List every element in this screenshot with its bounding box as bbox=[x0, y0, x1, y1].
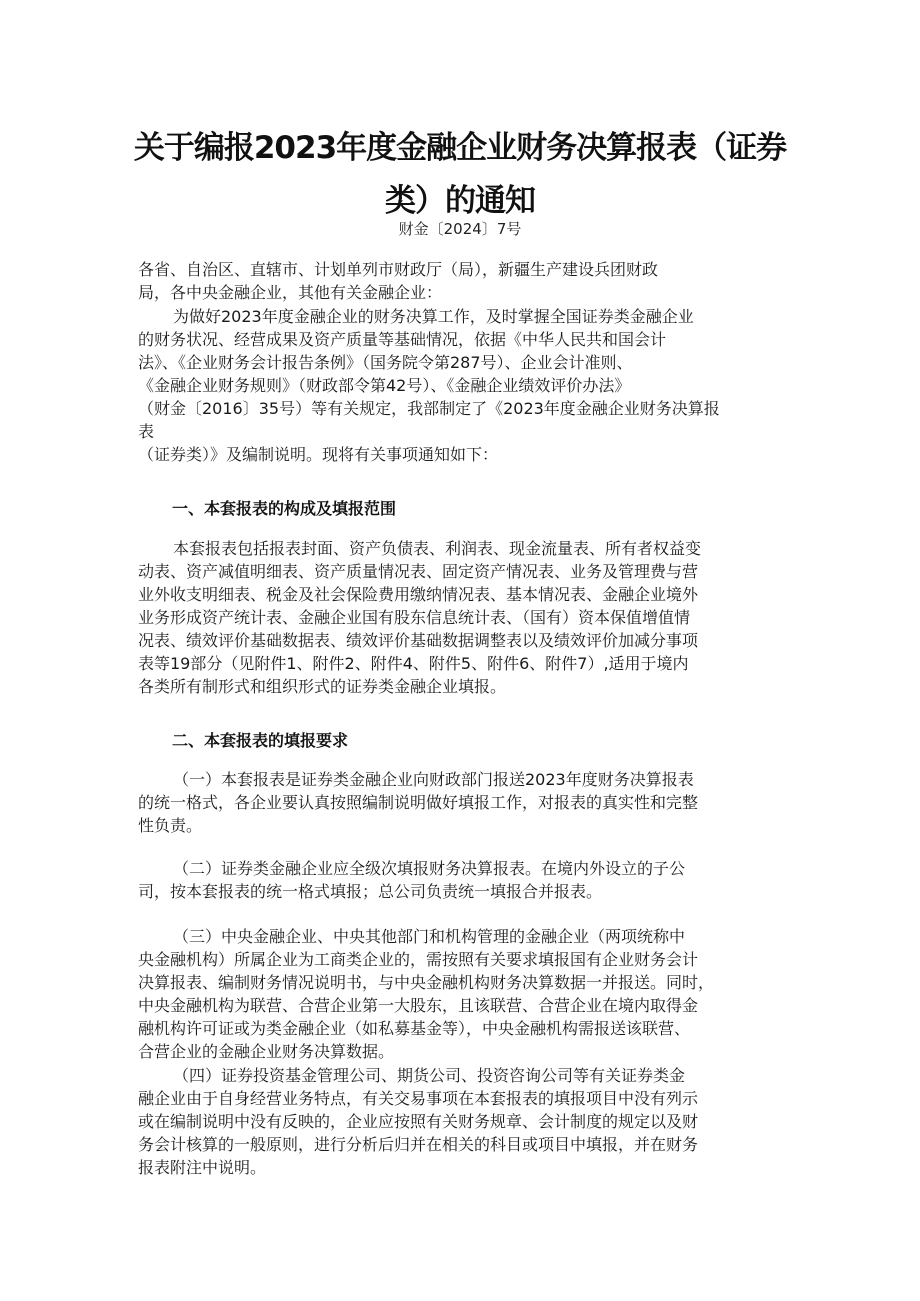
item-4-line: 融企业由于自身经营业务特点，有关交易事项在本套报表的填报项目中没有列示 bbox=[138, 1089, 699, 1108]
section-1-body bbox=[138, 537, 794, 698]
intro-line: 法》、《企业财务会计报告条例》（国务院令第287号）、企业会计准则、 bbox=[138, 353, 633, 372]
section-1-line: 表等19部分（见附件1、附件2、附件4、附件5、附件6、附件7）,适用于境内 bbox=[138, 654, 689, 673]
item-3-line: 中央金融机构为联营、合营企业第一大股东，且该联营、合营企业在境内取得金 bbox=[138, 996, 699, 1015]
item-1-line: （一）本套报表是证券类金融企业向财政部门报送2023年度财务决算报表 bbox=[173, 770, 694, 789]
item-3-line: （三）中央金融企业、中央其他部门和机构管理的金融企业（两项统称中 bbox=[173, 927, 686, 946]
section-1-line: 业务形成资产统计表、金融企业国有股东信息统计表、（国有）资本保值增值情 bbox=[138, 608, 691, 627]
salutation bbox=[138, 258, 794, 304]
intro-line: 表 bbox=[138, 422, 155, 441]
intro-line: 《金融企业财务规则》（财政部令第42号）、《金融企业绩效评价办法》 bbox=[138, 376, 631, 395]
item-4-line: 报表附注中说明。 bbox=[138, 1158, 267, 1177]
section-1-line: 况表、绩效评价基础数据表、绩效评价基础数据调整表以及绩效评价加减分事项 bbox=[138, 631, 699, 650]
section-1-line: 本套报表包括报表封面、资产负债表、利润表、现金流量表、所有者权益变 bbox=[173, 539, 702, 558]
document-title-line-2: 类）的通知 bbox=[385, 183, 535, 219]
item-4-line: （四）证券投资基金管理公司、期货公司、投资咨询公司等有关证券类金 bbox=[173, 1066, 686, 1085]
section-2-item-1 bbox=[138, 768, 794, 837]
document-number: 财金〔2024〕7号 bbox=[398, 220, 522, 238]
item-1-line: 的统一格式，各企业要认真按照编制说明做好填报工作，对报表的真实性和完整 bbox=[138, 793, 699, 812]
intro-line: 的财务状况、经营成果及资产质量等基础情况，依据《中华人民共和国会计 bbox=[138, 330, 667, 349]
item-2-line: （二）证券类金融企业应全级次填报财务决算报表。在境内外设立的子公 bbox=[173, 859, 686, 878]
salutation-line: 各省、自治区、直辖市、计划单列市财政厅（局），新疆生产建设兵团财政 bbox=[138, 260, 659, 279]
intro-line: （证券类）》及编制说明。现将有关事项通知如下： bbox=[138, 445, 499, 464]
intro-paragraph bbox=[138, 305, 794, 466]
item-3-line: 融机构许可证或为类金融企业（如私募基金等），中央金融机构需报送该联营、 bbox=[138, 1019, 691, 1038]
section-2-item-3 bbox=[138, 925, 794, 1063]
intro-line: （财金〔2016〕35号）等有关规定，我部制定了《2023年度金融企业财务决算报 bbox=[138, 399, 720, 418]
item-1-line: 性负责。 bbox=[138, 816, 203, 835]
item-3-line: 合营企业的金融企业财务决算数据。 bbox=[138, 1042, 395, 1061]
document-title-line-1: 关于编报2023年度金融企业财务决算报表（证券 bbox=[133, 130, 787, 166]
intro-line: 为做好2023年度金融企业的财务决算工作，及时掌握全国证券类金融企业 bbox=[173, 307, 694, 326]
item-3-line: 央金融机构）所属企业为工商类企业的，需按照有关要求填报国有企业财务会计 bbox=[138, 950, 699, 969]
salutation-line: 局，各中央金融企业，其他有关金融企业： bbox=[138, 283, 443, 302]
section-2-item-4 bbox=[138, 1064, 794, 1179]
section-1-line: 动表、资产减值明细表、资产质量情况表、固定资产情况表、业务及管理费与营 bbox=[138, 562, 699, 581]
section-2-heading: 二、本套报表的填报要求 bbox=[172, 731, 349, 750]
section-1-heading: 一、本套报表的构成及填报范围 bbox=[172, 499, 397, 518]
section-1-line: 业外收支明细表、税金及社会保险费用缴纳情况表、基本情况表、金融企业境外 bbox=[138, 585, 699, 604]
item-4-line: 务会计核算的一般原则，进行分析后归并在相关的科目或项目中填报，并在财务 bbox=[138, 1135, 699, 1154]
section-1-line: 各类所有制形式和组织形式的证券类金融企业填报。 bbox=[138, 677, 507, 696]
section-2-item-2 bbox=[138, 857, 794, 903]
item-2-line: 司，按本套报表的统一格式填报；总公司负责统一填报合并报表。 bbox=[138, 882, 603, 901]
item-3-line: 决算报表、编制财务情况说明书，与中央金融机构财务决算数据一并报送。同时， bbox=[138, 973, 715, 992]
item-4-line: 或在编制说明中没有反映的，企业应按照有关财务规章、会计制度的规定以及财 bbox=[138, 1112, 699, 1131]
